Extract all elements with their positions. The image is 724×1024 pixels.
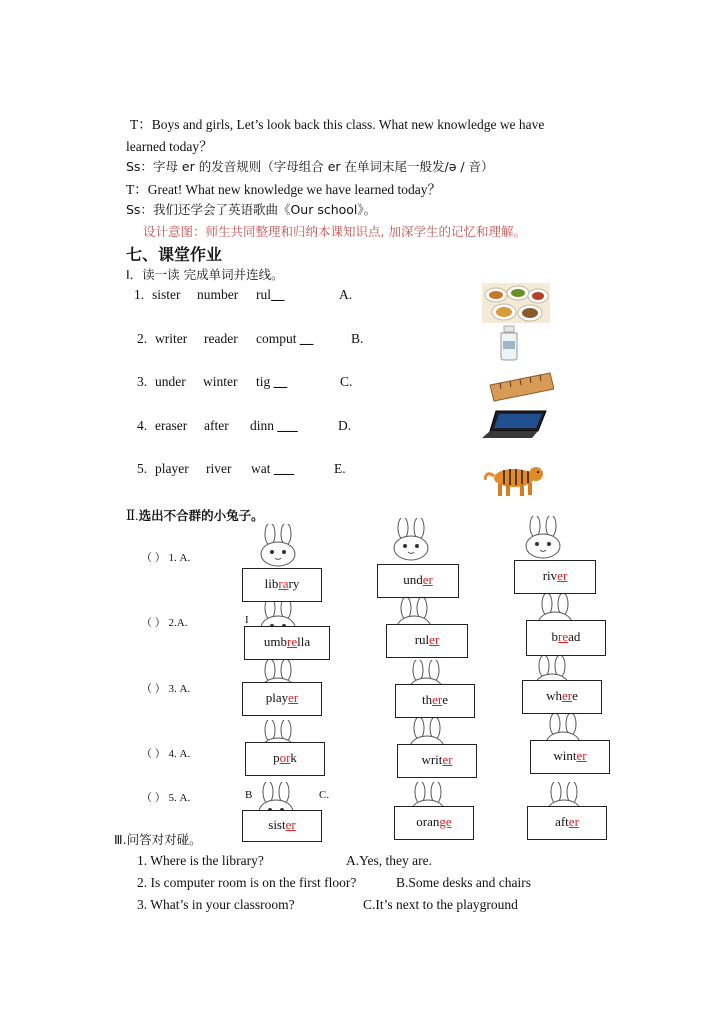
answer-text: B.Some desks and chairs [396,875,531,890]
question-row [141,549,190,565]
fill-word[interactable] [256,331,313,347]
card-text: und [403,572,423,587]
rabbit-card[interactable] [242,682,322,716]
card-text: writ [421,752,443,767]
stray-letter: I [245,614,249,626]
water-bottle-image [496,325,522,361]
question-num: 1. A. [168,552,191,564]
card-text: sist [268,817,286,832]
rabbit-icon [405,718,449,746]
choice-letter: A. [339,287,353,302]
question-num: 4. A. [168,748,191,760]
card-text: lib [264,576,279,591]
answer-paren[interactable]: （ ） [141,792,166,804]
rabbit-card[interactable] [242,810,322,842]
card-text: e [572,688,578,703]
card-highlight: er [429,632,440,647]
part2-numeral: Ⅱ. [126,508,139,523]
word-stem: tig [256,374,271,389]
word-stem: wat [251,461,271,476]
rabbit-card[interactable] [386,624,468,658]
part2-title [126,506,264,525]
row-num: 3. [137,374,148,389]
card-text: lla [297,634,311,649]
word: player [155,461,189,476]
card-text: play [265,690,289,705]
row-num: 4. [137,418,148,433]
card-text: k [290,750,297,765]
card-text: rul [414,632,430,647]
design-note: 设计意图：师生共同整理和归纳本课知识点, 加深学生的记忆和理解。 [143,224,526,239]
question-num: 5. A. [168,792,191,804]
question-row [141,680,190,696]
card-text: ry [288,576,300,591]
card-text: oran [416,814,440,829]
blank: __ [271,287,285,302]
card-text: aft [555,814,569,829]
tiger-image [484,460,548,498]
rabbit-card[interactable] [394,806,474,840]
fill-word[interactable] [250,418,298,434]
card-text: e [442,692,448,707]
card-text: wh [546,688,562,703]
card-highlight: er [568,814,579,829]
stray-letter: B [245,789,253,801]
card-highlight: er [285,817,296,832]
card-highlight: er [442,752,453,767]
blank: __ [273,374,288,389]
rabbit-card[interactable] [377,564,459,598]
card-highlight: er [432,692,443,707]
rabbit-icon [521,516,565,560]
row-num: 1. [134,287,145,302]
answer-paren[interactable]: （ ） [141,748,166,760]
question-text: 3. What’s in your classroom? [137,897,295,912]
dialogue-line: T：Boys and girls, Let’s look back this class. What new knowledge we have [130,117,545,132]
card-text: riv [542,568,558,583]
word: after [204,418,229,433]
part1-title: Ⅰ．读一读 完成单词并连线。 [126,267,284,282]
word-stem: comput [256,331,297,346]
answer-paren[interactable]: （ ） [141,617,166,629]
word: writer [155,331,188,346]
dialogue-line: learned today？ [126,139,213,154]
part2-title-text: 选出不合群的小兔子。 [138,508,264,523]
card-highlight: er [576,748,587,763]
rabbit-card[interactable] [395,684,475,718]
rabbit-card[interactable] [527,806,607,840]
question-row [141,614,187,630]
word: sister [152,287,181,302]
choice-letter: E. [334,461,346,476]
answer-paren[interactable]: （ ） [141,552,166,564]
question-num: 3. A. [168,683,191,695]
word: winter [203,374,238,389]
blank: ___ [273,461,295,476]
card-highlight: er [562,688,573,703]
word: eraser [155,418,188,433]
word: river [206,461,232,476]
rabbit-card[interactable] [514,560,596,594]
rabbit-icon [256,524,300,568]
answer-text: A.Yes, they are. [346,853,432,868]
answer-paren[interactable]: （ ） [141,683,166,695]
question-num: 2.A. [168,617,188,629]
fill-word[interactable] [251,461,294,477]
card-text: umb [263,634,287,649]
rabbit-icon [541,714,585,742]
blank: __ [299,331,314,346]
word-stem: dinn [250,418,275,433]
rabbit-icon [404,660,448,686]
fill-word[interactable] [256,374,287,390]
rabbit-card[interactable] [244,626,330,660]
question-row [141,789,190,805]
word: under [155,374,186,389]
row-num: 2. [137,331,148,346]
choice-letter: C. [340,374,353,389]
card-highlight: re [287,634,298,649]
rabbit-card[interactable] [526,620,606,656]
rabbit-card[interactable] [530,740,610,774]
question-row [141,745,190,761]
card-text: p [273,750,280,765]
rabbit-card[interactable] [245,742,325,776]
fill-word[interactable] [256,287,285,303]
question-text: 1. Where is the library? [137,853,264,868]
ruler-image [488,371,554,403]
card-highlight: er [288,690,299,705]
word: reader [204,331,238,346]
dialogue-line: Ss：我们还学会了英语歌曲《Our school》。 [126,202,377,217]
section-title: 七、课堂作业 [126,245,223,264]
food-image [482,283,550,323]
card-highlight: ge [439,814,452,829]
rabbit-card[interactable] [397,744,477,778]
blank: ___ [277,418,298,433]
question-text: 2. Is computer room is on the first floor? [137,875,357,890]
card-text: b [551,629,559,644]
word: number [197,287,239,302]
rabbit-card[interactable] [242,568,322,602]
dialogue-line: T：Great! What new knowledge we have learned today？ [126,182,442,197]
answer-text: C.It’s next to the playground [363,897,518,912]
card-highlight: er [557,568,568,583]
card-highlight: ra [278,576,289,591]
card-text: th [421,692,433,707]
card-text: ad [568,629,581,644]
dialogue-line: Ss：字母 er 的发音规则（字母组合 er 在单词末尾一般发/ə / 音） [126,159,494,174]
card-highlight: re [558,629,569,644]
choice-letter: D. [338,418,352,433]
stray-letter: C. [319,789,330,801]
rabbit-icon [389,518,433,562]
choice-letter: B. [351,331,364,346]
row-num: 5. [137,461,148,476]
word-stem: rul [256,287,271,302]
card-text: wint [553,748,577,763]
card-highlight: or [279,750,291,765]
part3-title: Ⅲ.问答对对碰。 [114,832,202,847]
rabbit-card[interactable] [522,680,602,714]
laptop-image [482,409,548,439]
card-highlight: er [422,572,433,587]
